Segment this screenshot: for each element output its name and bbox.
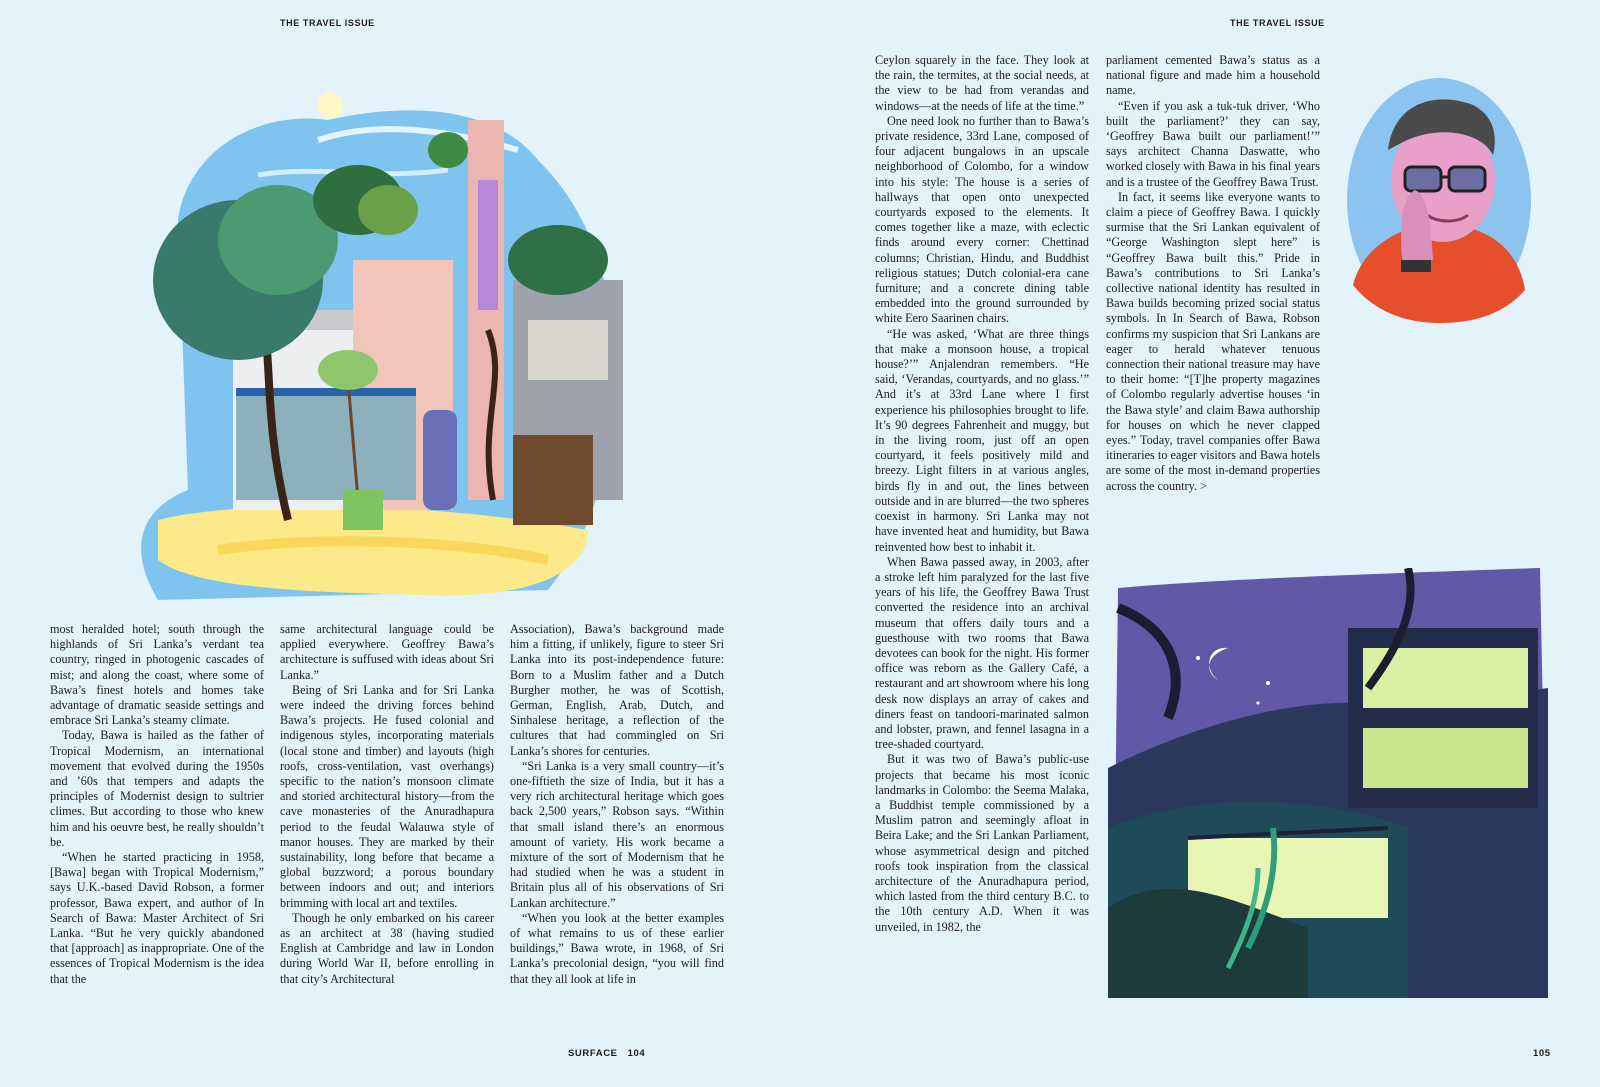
paragraph: But it was two of Bawa’s public-use projects that became his most iconic landmarks in Colombo: the Seema Malaka, a Buddhist temple commissioned by a Muslim patron and seemingly afloat in Beira Lake; and the Sri Lankan Parliament, whose asymmetrical design and pitched roofs took inspiration from the classical architecture of the Anuradhapura period, which lasted from the third century B.C. to the 10th century A.D. When it was unveiled, in 1982, the [875, 752, 1089, 934]
paragraph: same architectural language could be applied everywhere. Geoffrey Bawa’s architecture is suffused with ideas about Sri Lanka.” [280, 622, 494, 682]
paragraph: “Sri Lanka is a very small country—it’s one-fiftieth the size of India, but it has a very rich architectural heritage which goes back 2,500 years,” Robson says. “Within that small island there’s an enormous amount of variety. His work became a mixture of the sort of Modernism that he had studied when he was a student in Britain plus all of his observations of Sri Lankan architecture.” [510, 758, 724, 910]
paragraph: Today, Bawa is hailed as the father of Tropical Modernism, an international movement that evolved during the 1950s and ’60s that tempers and adapts the principles of Modernist design to sultrier climes. But according to those who knew him and his oeuvre best, he really shouldn’t be. [50, 728, 264, 849]
paragraph: Ceylon squarely in the face. They look at the rain, the termites, at the social needs, at the view to be had from verandas and windows—at the needs of life at the time.” [875, 53, 1089, 113]
paragraph: “Even if you ask a tuk-tuk driver, ‘Who built the parliament?’ they can say, ‘Geoffrey Bawa built our parliament!’” says architect Channa Daswatte, who worked closely with Bawa in his final years and is a trustee of the Geoffrey Bawa Trust. [1106, 98, 1320, 189]
right-column-1 [875, 53, 1089, 935]
left-folio [568, 1048, 645, 1059]
left-column-3 [510, 622, 724, 987]
night-scene-illustration [1108, 568, 1548, 998]
paragraph: When Bawa passed away, in 2003, after a stroke left him paralyzed for the last five years of his life, the Geoffrey Bawa Trust converted the residence into an archival museum that offers daily tours and a guesthouse with two rooms that Bawa devotees can book for the night. His former office was reborn as the Gallery Café, a restaurant and art showroom where his long desk now displays an array of cakes and diners feast on tandoori-marinated salmon and lobster, prawn, and fennel lasagna in a tree-shaded courtyard. [875, 554, 1089, 752]
paragraph: “When you look at the better examples of what remains to us of these earlier buildings,” Bawa wrote, in 1968, of Sri Lanka’s precolonial design, “you will find that they all look at life in [510, 910, 724, 986]
right-folio [1533, 1048, 1551, 1059]
paragraph: Though he only embarked on his career as an architect at 38 (having studied English at Cambridge and law in London during World War II, before enrolling in that city’s Architectural [280, 910, 494, 986]
page-number: 104 [627, 1048, 646, 1059]
paragraph: most heralded hotel; south through the highlands of Sri Lanka’s verdant tea country, ringed in photogenic cascades of mist; and along the coast, where some of Bawa’s finest hotels and homes take advantage of dramatic seaside settings and embrace Sri Lanka’s steamy climate. [50, 622, 264, 728]
right-running-header: THE TRAVEL ISSUE [1230, 18, 1325, 28]
portrait-illustration [1343, 75, 1535, 325]
paragraph: In fact, it seems like everyone wants to claim a piece of Geoffrey Bawa. I quickly surmise that the Sri Lankan equivalent of “George Washington slept here” is “Geoffrey Bawa built this.” Pride in Bawa’s contributions to Sri Lanka’s collective national identity has resulted in Bawa builds becoming prized social status symbols. In In Search of Bawa, Robson confirms my suspicion that Sri Lankans are eager to herald whatever tenuous connection their national treasure may have to their home: “[T]he property magazines of Colombo regularly advertise houses ‘in the Bawa style’ and claim Bawa authorship for houses on which he never clapped eyes.” Today, travel companies offer Bawa itineraries to eager visitors and Bawa hotels are some of the most in-demand properties across the country. > [1106, 189, 1320, 493]
left-running-header: THE TRAVEL ISSUE [280, 18, 375, 28]
paragraph: Being of Sri Lanka and for Sri Lanka were indeed the driving forces behind Bawa’s projects. He fused colonial and indigenous styles, incorporating materials (local stone and timber) and layouts (high roofs, cross-ventilation, vast overhangs) specific to the nation’s monsoon climate and storied architectural history—from the cave monasteries of the Anuradhapura period to the feudal Walauwa style of manor houses. They are marked by their sustainability, long before that became a global buzzword; a porous boundary between indoors and out; and interiors brimming with local art and textiles. [280, 682, 494, 910]
magazine-name: SURFACE [568, 1048, 618, 1059]
left-column-1 [50, 622, 264, 987]
paragraph: “When he started practicing in 1958, [Bawa] began with Tropical Modernism,” says U.K.-based David Robson, a former professor, Bawa expert, and author of In Search of Bawa: Master Architect of Sri Lanka. “But he very quickly abandoned that [approach] as inappropriate. One of the essences of Tropical Modernism is the idea that the [50, 850, 264, 986]
right-column-2 [1106, 53, 1320, 494]
paragraph: One need look no further than to Bawa’s private residence, 33rd Lane, composed of four adjacent bungalows in an upscale neighborhood of Colombo, for a window into his style: The house is a series of hallways that open onto unexpected courtyards exposed to the elements. It comes together like a maze, with eclectic finds around every corner: Chettinad columns; Christian, Hindu, and Buddhist religious statues; Dutch colonial-era cane furniture; and a concrete dining table embedded into the ground surrounded by white Eero Saarinen chairs. [875, 113, 1089, 326]
page-number: 105 [1533, 1048, 1551, 1059]
paragraph: Association), Bawa’s background made him a fitting, if unlikely, figure to steer Sri Lanka into its post-independence future: Born to a Muslim father and a Dutch Burgher mother, he was of Scottish, German, English, Arab, Dutch, and Sinhalese heritage, a reflection of the cultures that had commingled on Sri Lanka’s shores for centuries. [510, 622, 724, 758]
paragraph: parliament cemented Bawa’s status as a national figure and made him a household name. [1106, 53, 1320, 98]
left-column-2 [280, 622, 494, 987]
paragraph: “He was asked, ‘What are three things that make a monsoon house, a tropical house?’” Anjalendran remembers. “He said, ‘Verandas, courtyards, and no glass.’” And it’s at 33rd Lane where I first experience his philosophies brought to life. It’s 90 degrees Fahrenheit and muggy, but in the living room, just off an open courtyard, it feels positively mild and breezy. Light filters in at various angles, birds fly in and out, the lines between outside and in are blurred—the two spheres coexist in harmony. Sri Lanka may not have invented heat and humidity, but Bawa reinvented how best to inhabit it. [875, 326, 1089, 554]
house-garden-illustration [118, 80, 628, 600]
